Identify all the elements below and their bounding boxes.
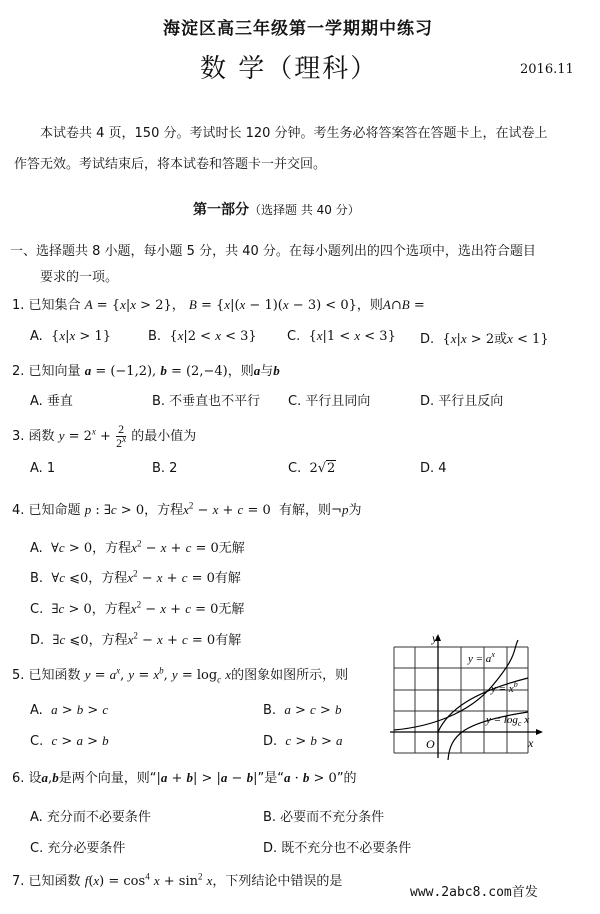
- q3-option-b[interactable]: B. 2: [152, 461, 178, 476]
- q6-option-d[interactable]: D. 既不充分也不必要条件: [263, 841, 412, 856]
- q2-option-a[interactable]: A. 垂直: [30, 394, 73, 409]
- q4-option-b[interactable]: B. ∀c ⩽0，方程$x^2 - x + c = 0$有解: [30, 568, 241, 586]
- exam-date: 2016.11: [520, 62, 574, 77]
- label-y-ax: $y = a^x$: [468, 650, 495, 665]
- footer-watermark: www.2abc8.com首发: [410, 885, 538, 900]
- q1-option-b[interactable]: B. {x|2 < x < 3}: [148, 328, 257, 344]
- q4-option-c[interactable]: C. ∃c > 0，方程$x^2 - x + c = 0$无解: [30, 599, 245, 617]
- section-line2: 要求的一项。: [40, 270, 119, 285]
- q2-option-d[interactable]: D. 平行且反向: [420, 394, 504, 409]
- label-y-xb: $y = x^b$: [491, 680, 518, 695]
- section-line1: 一、选择题共 8 小题，每小题 5 分，共 40 分。在每小题列出的四个选项中，选出符合题目: [10, 244, 536, 259]
- q5-option-d[interactable]: D. c > b > a: [263, 733, 343, 749]
- question-6: 6. 设a,b是两个向量，则“|a + b| > |a − b|”是“a · b > 0”的: [12, 770, 357, 786]
- question-1: 1. 已知集合 A = {x|x > 2}， B = {x|(x − 1)(x − 3) < 0}，则A∩B =: [12, 297, 425, 313]
- q5-option-c[interactable]: C. c > a > b: [30, 733, 109, 749]
- q3-option-a[interactable]: A. 1: [30, 461, 56, 476]
- part1-heading: [193, 199, 360, 219]
- q3-option-d[interactable]: D. 4: [420, 461, 447, 476]
- question-4: 4. 已知命题 p : ∃c > 0，方程$x^2 - x + c = 0$ 有解，则¬p为: [12, 500, 362, 518]
- q1-option-d[interactable]: D. {x|x > 2或x < 1}: [420, 331, 549, 347]
- graph-origin-label: O: [426, 737, 435, 751]
- instructions-line1: 本试卷共 4 页，150 分。考试时长 120 分钟。考生务必将答案答在答题卡上，在试卷上: [40, 126, 548, 141]
- instructions-line2: 作答无效。考试结束后，将本试卷和答题卡一并交回。: [14, 157, 327, 172]
- question-5: 5. 已知函数 $y = a^x$, $y = x^b$, $y = \log_c x$的图象如图所示，则: [12, 665, 349, 685]
- x-axis-arrow: [536, 729, 543, 735]
- question-7: 7. 已知函数 $f(x) = \cos^4 x + \sin^2 x$，下列结论中错误的是: [12, 871, 343, 889]
- q3-option-c[interactable]: C. 2√2: [288, 461, 336, 476]
- part1-title: 第一部分: [193, 202, 249, 218]
- q5-option-a[interactable]: A. a > b > c: [30, 702, 109, 718]
- exam-title: 海淀区高三年级第一学期期中练习: [163, 19, 433, 39]
- graph-grid: [394, 647, 528, 753]
- q5-function-graph: [388, 630, 550, 765]
- q4-option-a[interactable]: A. ∀c > 0，方程$x^2 - x + c = 0$无解: [30, 538, 245, 556]
- q6-option-b[interactable]: B. 必要而不充分条件: [263, 810, 385, 825]
- q1-option-c[interactable]: C. {x|1 < x < 3}: [287, 328, 396, 344]
- q5-option-b[interactable]: B. a > c > b: [263, 702, 342, 718]
- q4-option-d[interactable]: D. ∃c ⩽0，方程$x^2 - x + c = 0$有解: [30, 630, 242, 648]
- question-3: 3. 函数 $y = 2^x$ + $\frac{2}{2^x}$ 的最小值为: [12, 422, 197, 450]
- q6-option-a[interactable]: A. 充分而不必要条件: [30, 810, 151, 825]
- graph-y-label: y: [432, 631, 438, 645]
- q2-option-c[interactable]: C. 平行且同向: [288, 394, 371, 409]
- question-2: 2. 已知向量 a = (−1,2), b = (2,−4)，则a与b: [12, 363, 280, 379]
- q2-option-b[interactable]: B. 不垂直也不平行: [152, 394, 261, 409]
- part1-subtitle: （选择题 共 40 分）: [249, 203, 360, 217]
- q1-option-a[interactable]: A. {x|x > 1}: [30, 328, 111, 344]
- label-y-logc: $y = \log_c x$: [486, 714, 530, 728]
- q6-option-c[interactable]: C. 充分必要条件: [30, 841, 126, 856]
- graph-x-label: x: [528, 736, 534, 750]
- subject-title: 数 学（理科）: [200, 54, 379, 84]
